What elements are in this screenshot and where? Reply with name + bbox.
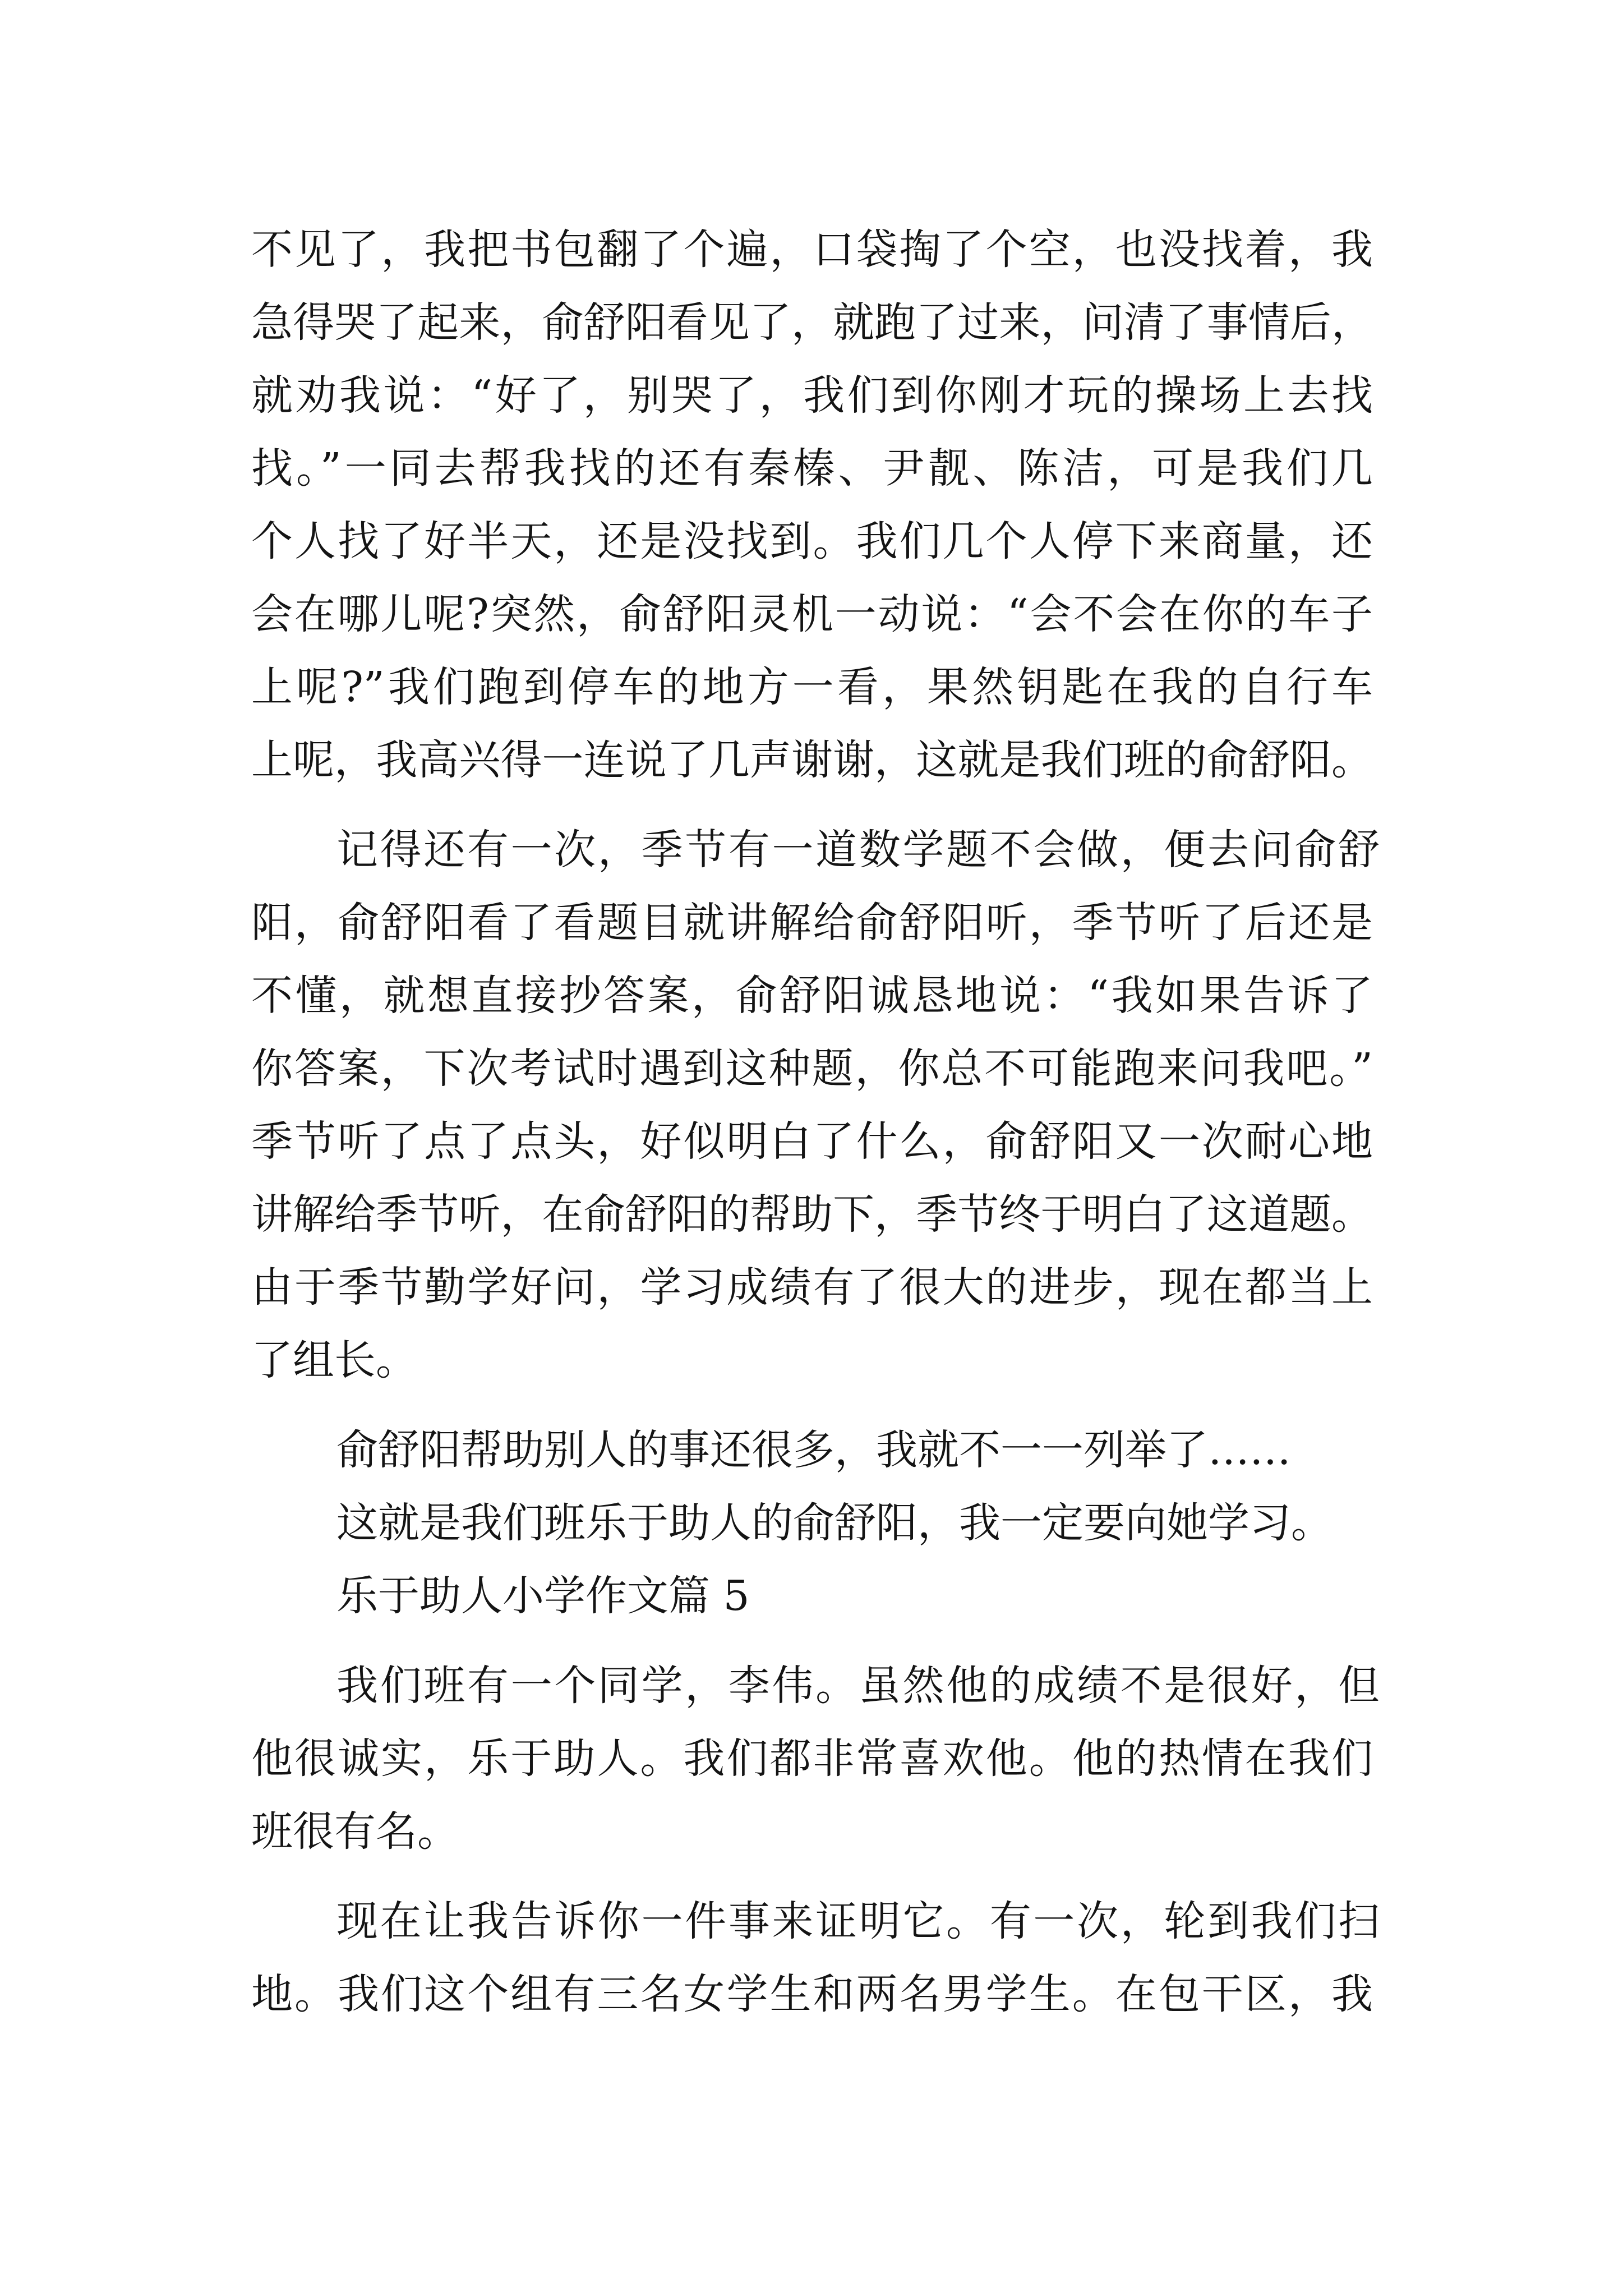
paragraph-first-line: 现在让我告诉你一件事来证明它。有一次，轮到我们扫 <box>336 1897 1380 1945</box>
paragraph-first-line: 俞舒阳帮助别人的事还很多，我就不一一列举了…… <box>336 1426 1291 1474</box>
body-text-line: 就劝我说：“好了，别哭了，我们到你刚才玩的操场上去找 <box>251 371 1373 420</box>
body-text-line: 会在哪儿呢?突然，俞舒阳灵机一动说：“会不会在你的车子 <box>251 590 1373 638</box>
body-text-line: 上呢?”我们跑到停车的地方一看，果然钥匙在我的自行车 <box>251 663 1373 711</box>
section-heading: 乐于助人小学作文篇 5 <box>336 1572 750 1620</box>
body-text-line: 你答案，下次考试时遇到这种题，你总不可能跑来问我吧。” <box>251 1045 1373 1093</box>
body-text-line: 了组长。 <box>251 1336 417 1384</box>
paragraph-first-line: 这就是我们班乐于助人的俞舒阳，我一定要向她学习。 <box>336 1499 1332 1547</box>
body-text-line: 由于季节勤学好问，学习成绩有了很大的进步，现在都当上 <box>251 1263 1373 1312</box>
body-text-line: 地。我们这个组有三名女学生和两名男学生。在包干区，我 <box>251 1970 1373 2018</box>
body-text-line: 个人找了好半天，还是没找到。我们几个人停下来商量，还 <box>251 517 1373 565</box>
body-text-line: 不懂，就想直接抄答案，俞舒阳诚恳地说：“我如果告诉了 <box>251 972 1373 1020</box>
body-text-line: 上呢，我高兴得一连说了几声谢谢，这就是我们班的俞舒阳。 <box>251 736 1373 784</box>
paragraph-first-line: 记得还有一次，季节有一道数学题不会做，便去问俞舒 <box>336 826 1380 874</box>
body-text-line: 找。”一同去帮我找的还有秦榛、尹靓、陈洁，可是我们几 <box>251 444 1373 493</box>
body-text-line: 阳，俞舒阳看了看题目就讲解给俞舒阳听，季节听了后还是 <box>251 899 1373 947</box>
body-text-line: 讲解给季节听，在俞舒阳的帮助下，季节终于明白了这道题。 <box>251 1190 1373 1239</box>
body-text-line: 不见了，我把书包翻了个遍，口袋掏了个空，也没找着，我 <box>251 226 1373 274</box>
body-text-line: 班很有名。 <box>251 1807 459 1856</box>
body-text-line: 急得哭了起来，俞舒阳看见了，就跑了过来，问清了事情后， <box>251 298 1373 347</box>
paragraph-first-line: 我们班有一个同学，李伟。虽然他的成绩不是很好，但 <box>336 1662 1380 1710</box>
body-text-line: 他很诚实，乐于助人。我们都非常喜欢他。他的热情在我们 <box>251 1734 1373 1783</box>
body-text-line: 季节听了点了点头，好似明白了什么，俞舒阳又一次耐心地 <box>251 1117 1373 1166</box>
